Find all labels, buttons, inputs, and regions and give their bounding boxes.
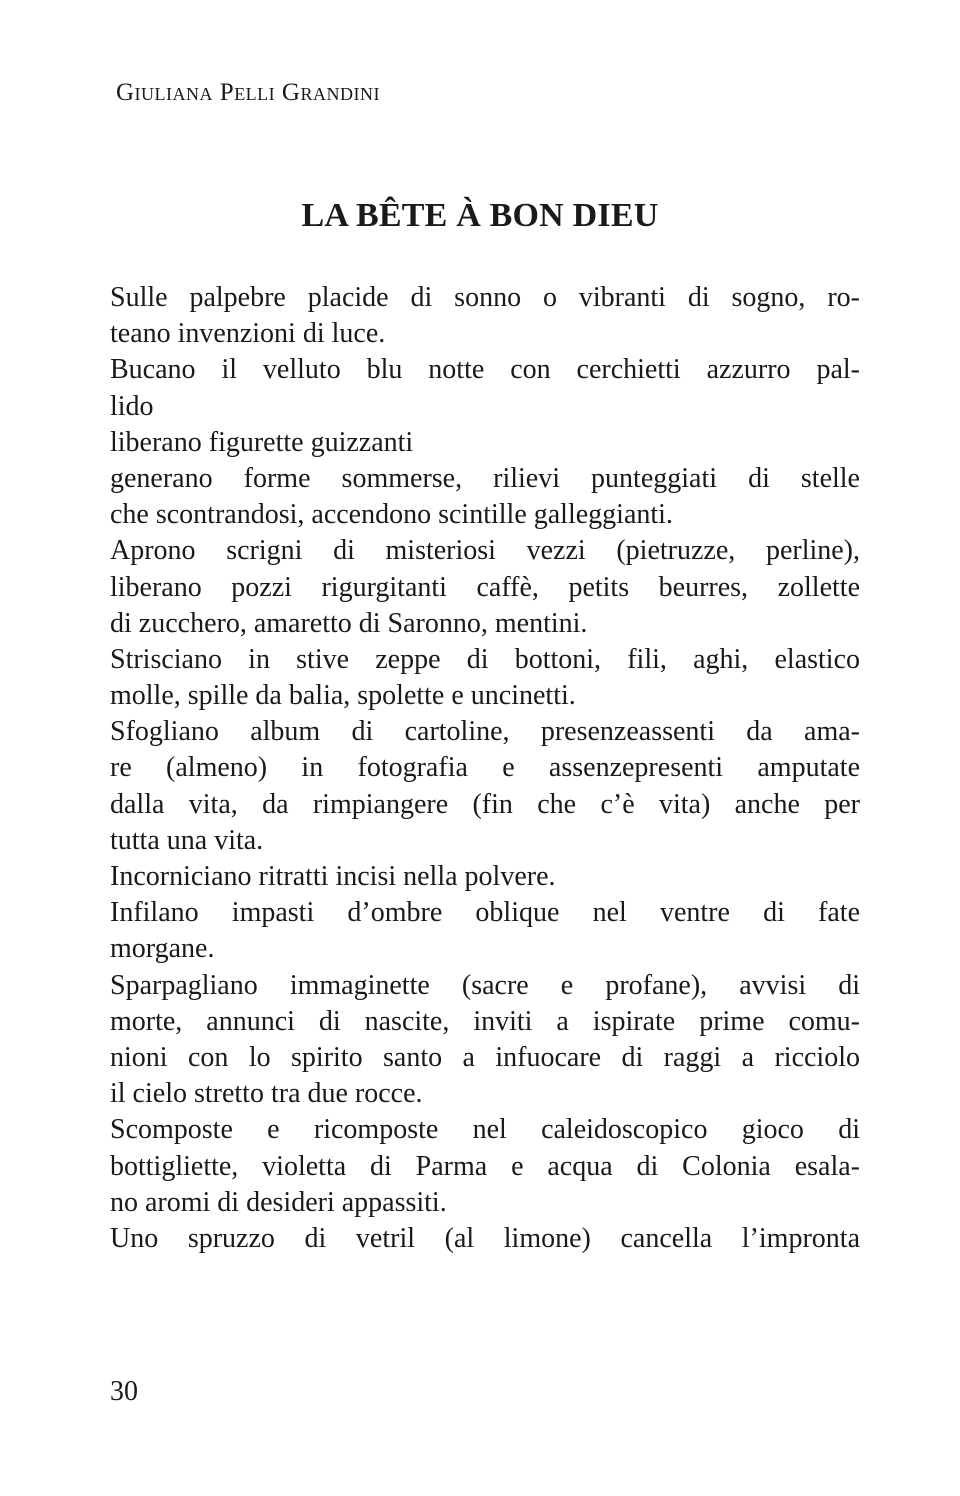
page-number: 30: [110, 1376, 138, 1407]
poem-line: di zucchero, amaretto di Saronno, mentini.: [110, 607, 588, 639]
poem-line: Scomposte e ricomposte nel caleidoscopico gioco di: [110, 1114, 860, 1146]
poem-body: [110, 280, 860, 1257]
poem-line: Uno spruzzo di vetril (al limone) cancella l’impronta: [110, 1222, 860, 1254]
poem-line: morgane.: [110, 933, 215, 965]
poem-line: re (almeno) in fotografia e assenzepresenti amputate: [110, 752, 860, 784]
poem-line: Sulle palpebre placide di sonno o vibranti di sogno, ro-: [110, 282, 860, 313]
poem-line: bottigliette, violetta di Parma e acqua di Colonia esala-: [110, 1150, 860, 1182]
poem-line: nioni con lo spirito santo a infuocare di raggi a ricciolo: [110, 1041, 860, 1073]
poem-line: teano invenzioni di luce.: [110, 318, 386, 350]
poem-line: Infilano impasti d’ombre oblique nel ventre di fate: [110, 897, 860, 929]
poem-line: Bucano il velluto blu notte con cerchietti azzurro pal-: [110, 354, 860, 386]
poem-line: liberano pozzi rigurgitanti caffè, petits beurres, zollette: [110, 571, 860, 603]
poem-line: lido: [110, 390, 154, 422]
poem-line: morte, annunci di nascite, inviti a ispirate prime comu-: [110, 1005, 860, 1037]
poem-line: che scontrandosi, accendono scintille galleggianti.: [110, 499, 673, 531]
poem-line: Sfogliano album di cartoline, presenzeassenti da ama-: [110, 716, 860, 748]
poem-line: molle, spille da balia, spolette e uncinetti.: [110, 680, 576, 712]
poem-line: generano forme sommerse, rilievi punteggiati di stelle: [110, 462, 860, 494]
poem-line: Strisciano in stive zeppe di bottoni, fili, aghi, elastico: [110, 643, 860, 675]
poem-title: LA BÊTE À BON DIEU: [301, 197, 659, 234]
running-head-author: Giuliana Pelli Grandini: [116, 79, 380, 106]
poem-line: liberano figurette guizzanti: [110, 426, 414, 458]
poem-line: tutta una vita.: [110, 824, 264, 856]
poem-line: Incorniciano ritratti incisi nella polvere.: [110, 861, 556, 892]
poem-line: Aprono scrigni di misteriosi vezzi (pietruzze, perline),: [110, 535, 860, 567]
poem-line: no aromi di desideri appassiti.: [110, 1186, 447, 1218]
poem-line: il cielo stretto tra due rocce.: [110, 1078, 423, 1110]
poem-line: Sparpagliano immaginette (sacre e profane), avvisi di: [110, 969, 860, 1001]
poem-line: dalla vita, da rimpiangere (fin che c’è vita) anche per: [110, 788, 860, 820]
